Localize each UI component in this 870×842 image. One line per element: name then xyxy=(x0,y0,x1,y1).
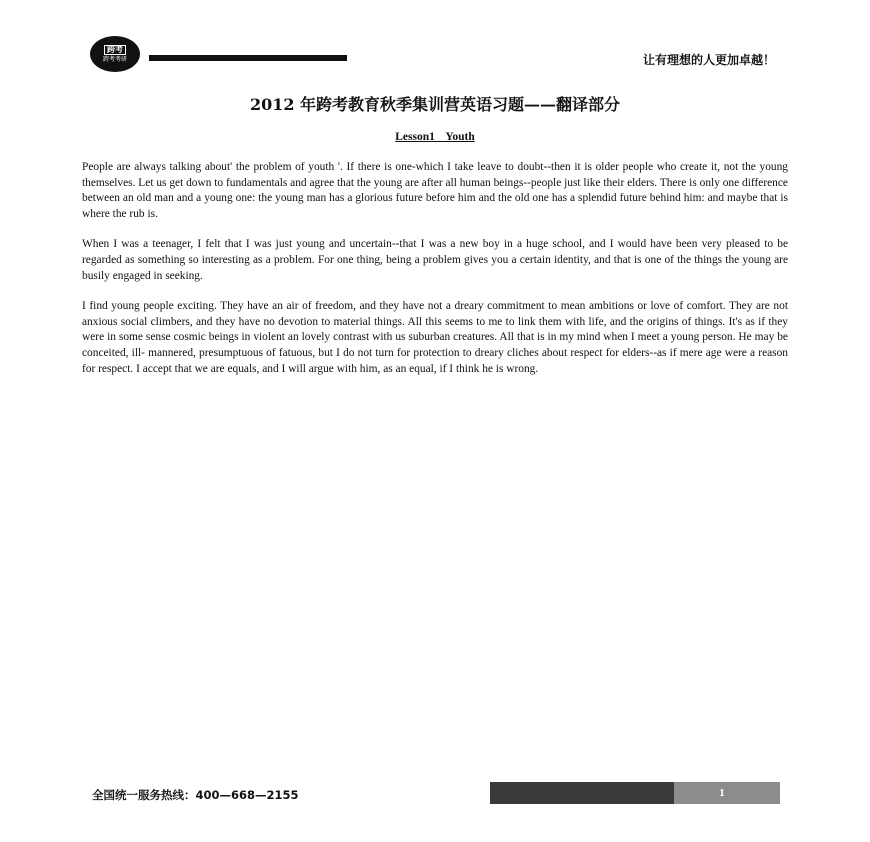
lesson-heading: Lesson1 Youth xyxy=(395,131,475,143)
paragraph-1: People are always talking about' the problem of youth '. If there is one-which I take leave to doubt--then it is older people who create it, not the young themselves. Let us get down to fundamentals and agree that the young are after all human beings--people just like their elders. There is only one difference between an old man and a young one: the young man has a glorious future before him and the old one has a splendid future behind him: and maybe that is where the rub is. xyxy=(82,161,788,220)
logo-mark: 跨考 xyxy=(104,45,126,55)
logo-name: 跨考考研 xyxy=(102,56,127,63)
logo xyxy=(90,36,140,72)
header-slogan: 让有理想的人更加卓越！ xyxy=(642,53,775,67)
paragraph-3: I find young people exciting. They have an air of freedom, and they have not a dreary commitment to mean ambitions or love of comfort. They are not anxious social climbers, and they have no devotion to material things. All this seems to me to link them with life, and the origins of things. It's as if they were in some sense cosmic beings in violent an lovely contrast with us suburban creatures. All that is in my mind when I meet a young person. He may be conceited, ill- mannered, presumptuous of fatuous, but I do not turn for protection to dreary cliches about respect for elders--as if mere age were a reason for respect. I accept that we are equals, and I will argue with him, as an equal, if I think he is wrong. xyxy=(82,300,788,375)
page-title: 2012 年跨考教育秋季集训营英语习题——翻译部分 xyxy=(249,95,621,114)
paragraph-2: When I was a teenager, I felt that I was just young and uncertain--that I was a new boy in a huge school, and I would have been very pleased to be regarded as something so interesting as a problem. For one thing, being a problem gives you a certain identity, and that is one of the things the young are busily engaged in seeking. xyxy=(82,238,788,282)
page-number: 1 xyxy=(674,782,780,804)
body-text xyxy=(82,160,788,392)
footer-bar-dark xyxy=(490,782,674,804)
footer-hotline: 全国统一服务热线：400—668—2155 xyxy=(92,788,299,802)
footer-bar xyxy=(490,782,780,804)
header-rule xyxy=(149,55,347,61)
